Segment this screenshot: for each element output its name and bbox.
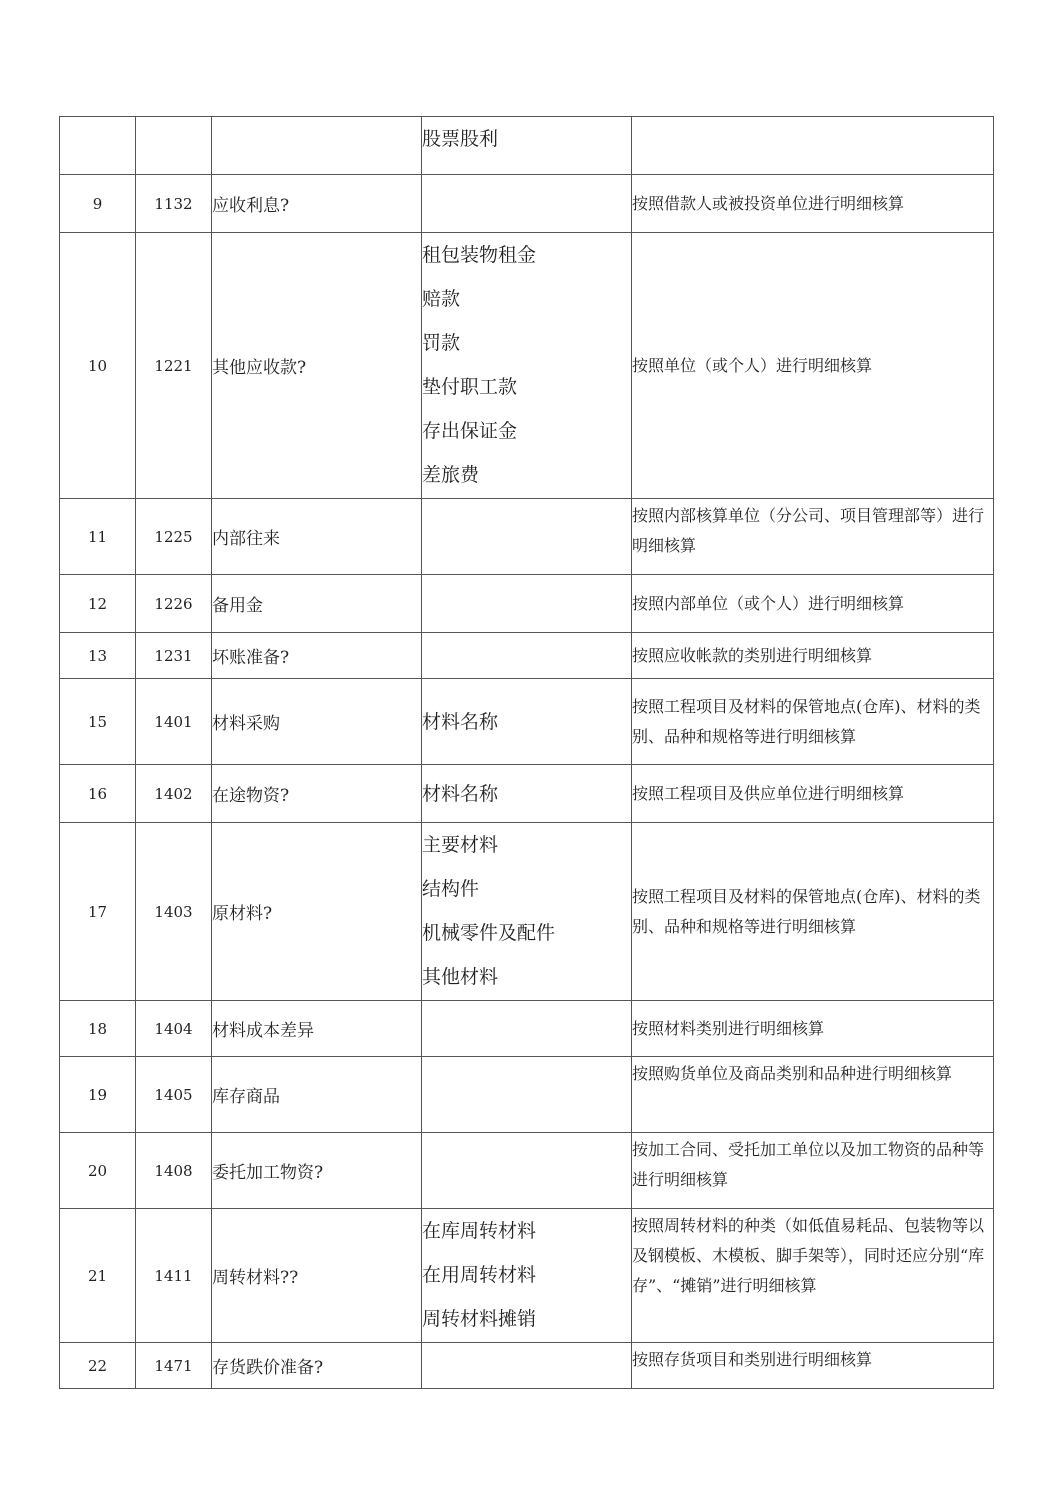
account-name-cell: 其他应收款? xyxy=(212,233,422,499)
ledger-body xyxy=(60,117,994,1389)
account-name-cell: 材料采购 xyxy=(212,679,422,765)
account-code-cell: 1408 xyxy=(136,1133,212,1209)
row-index-cell: 9 xyxy=(60,175,136,233)
row-index-cell: 19 xyxy=(60,1057,136,1133)
account-code-cell: 1405 xyxy=(136,1057,212,1133)
account-name-cell: 在途物资? xyxy=(212,765,422,823)
row-index-cell: 22 xyxy=(60,1343,136,1389)
sub-account-cell xyxy=(422,499,632,575)
account-code-cell xyxy=(136,117,212,175)
sub-account-item: 材料名称 xyxy=(422,782,499,805)
sub-account-item: 在用周转材料 xyxy=(422,1264,537,1286)
detail-method-cell: 按照内部核算单位（分公司、项目管理部等）进行明细核算 xyxy=(632,499,994,575)
table-row xyxy=(60,575,994,633)
account-code-cell: 1231 xyxy=(136,633,212,679)
row-index-cell: 18 xyxy=(60,1001,136,1057)
table-row xyxy=(60,175,994,233)
sub-account-cell xyxy=(422,1209,632,1343)
sub-account-cell xyxy=(422,175,632,233)
detail-method-cell: 按照内部单位（或个人）进行明细核算 xyxy=(632,575,994,633)
account-name-cell: 库存商品 xyxy=(212,1057,422,1133)
row-index-cell: 11 xyxy=(60,499,136,575)
account-name-cell: 应收利息? xyxy=(212,175,422,233)
row-index-cell: 21 xyxy=(60,1209,136,1343)
sub-account-item: 差旅费 xyxy=(422,464,480,486)
account-code-cell: 1401 xyxy=(136,679,212,765)
account-code-cell: 1411 xyxy=(136,1209,212,1343)
sub-account-item: 股票股利 xyxy=(422,128,499,150)
detail-method-cell: 按照应收帐款的类别进行明细核算 xyxy=(632,633,994,679)
sub-account-item: 垫付职工款 xyxy=(422,376,518,398)
row-index-cell: 15 xyxy=(60,679,136,765)
account-code-cell: 1226 xyxy=(136,575,212,633)
table-row xyxy=(60,1057,994,1133)
detail-method-cell: 按照工程项目及材料的保管地点(仓库)、材料的类别、品种和规格等进行明细核算 xyxy=(632,823,994,1001)
row-index-cell: 13 xyxy=(60,633,136,679)
row-index-cell: 10 xyxy=(60,233,136,499)
detail-method-cell: 按照材料类别进行明细核算 xyxy=(632,1001,994,1057)
detail-method-cell: 按照工程项目及供应单位进行明细核算 xyxy=(632,765,994,823)
account-name-cell: 内部往来 xyxy=(212,499,422,575)
sub-account-item: 周转材料摊销 xyxy=(422,1308,537,1330)
sub-account-cell xyxy=(422,765,632,823)
sub-account-cell xyxy=(422,1133,632,1209)
table-row xyxy=(60,823,994,1001)
detail-method-cell: 按照购货单位及商品类别和品种进行明细核算 xyxy=(632,1057,994,1133)
table-row xyxy=(60,633,994,679)
account-name-cell: 备用金 xyxy=(212,575,422,633)
sub-account-item: 存出保证金 xyxy=(422,420,518,442)
sub-account-cell xyxy=(422,1001,632,1057)
table-row xyxy=(60,1343,994,1389)
table-row xyxy=(60,1133,994,1209)
sub-account-cell xyxy=(422,233,632,499)
sub-account-item: 主要材料 xyxy=(422,834,499,856)
account-code-cell: 1403 xyxy=(136,823,212,1001)
sub-account-cell xyxy=(422,575,632,633)
detail-method-cell xyxy=(632,117,994,175)
row-index-cell: 16 xyxy=(60,765,136,823)
account-code-cell: 1225 xyxy=(136,499,212,575)
account-name-cell: 存货跌价准备? xyxy=(212,1343,422,1389)
sub-account-item: 租包装物租金 xyxy=(422,244,537,266)
sub-account-cell xyxy=(422,1343,632,1389)
account-name-cell: 周转材料?? xyxy=(212,1209,422,1343)
sub-account-item: 机械零件及配件 xyxy=(422,922,556,944)
account-code-cell: 1471 xyxy=(136,1343,212,1389)
detail-method-cell: 按照借款人或被投资单位进行明细核算 xyxy=(632,175,994,233)
row-index-cell: 20 xyxy=(60,1133,136,1209)
account-code-cell: 1402 xyxy=(136,765,212,823)
table-row xyxy=(60,1209,994,1343)
sub-account-item: 材料名称 xyxy=(422,710,499,733)
detail-method-cell: 按照工程项目及材料的保管地点(仓库)、材料的类别、品种和规格等进行明细核算 xyxy=(632,679,994,765)
sub-account-cell xyxy=(422,679,632,765)
sub-account-cell xyxy=(422,117,632,175)
ledger-table xyxy=(59,116,994,1389)
account-code-cell: 1404 xyxy=(136,1001,212,1057)
table-row xyxy=(60,499,994,575)
account-name-cell: 材料成本差异 xyxy=(212,1001,422,1057)
account-name-cell: 坏账准备? xyxy=(212,633,422,679)
row-index-cell: 17 xyxy=(60,823,136,1001)
table-row xyxy=(60,117,994,175)
sub-account-item: 赔款 xyxy=(422,288,461,310)
sub-account-item: 罚款 xyxy=(422,332,461,354)
detail-method-cell: 按加工合同、受托加工单位以及加工物资的品种等进行明细核算 xyxy=(632,1133,994,1209)
detail-method-cell: 按照单位（或个人）进行明细核算 xyxy=(632,233,994,499)
sub-account-cell xyxy=(422,1057,632,1133)
table-row xyxy=(60,1001,994,1057)
table-row xyxy=(60,765,994,823)
account-code-cell: 1221 xyxy=(136,233,212,499)
sub-account-item: 结构件 xyxy=(422,878,480,900)
account-name-cell: 原材料? xyxy=(212,823,422,1001)
row-index-cell: 12 xyxy=(60,575,136,633)
sub-account-item: 其他材料 xyxy=(422,966,499,988)
account-name-cell xyxy=(212,117,422,175)
detail-method-cell: 按照存货项目和类别进行明细核算 xyxy=(632,1343,994,1389)
sub-account-cell xyxy=(422,633,632,679)
account-name-cell: 委托加工物资? xyxy=(212,1133,422,1209)
sub-account-cell xyxy=(422,823,632,1001)
table-row xyxy=(60,679,994,765)
sub-account-item: 在库周转材料 xyxy=(422,1220,537,1242)
detail-method-cell: 按照周转材料的种类（如低值易耗品、包装物等以及钢模板、木模板、脚手架等），同时还应分别“库存”、“摊销”进行明细核算 xyxy=(632,1209,994,1343)
row-index-cell xyxy=(60,117,136,175)
table-row xyxy=(60,233,994,499)
account-code-cell: 1132 xyxy=(136,175,212,233)
